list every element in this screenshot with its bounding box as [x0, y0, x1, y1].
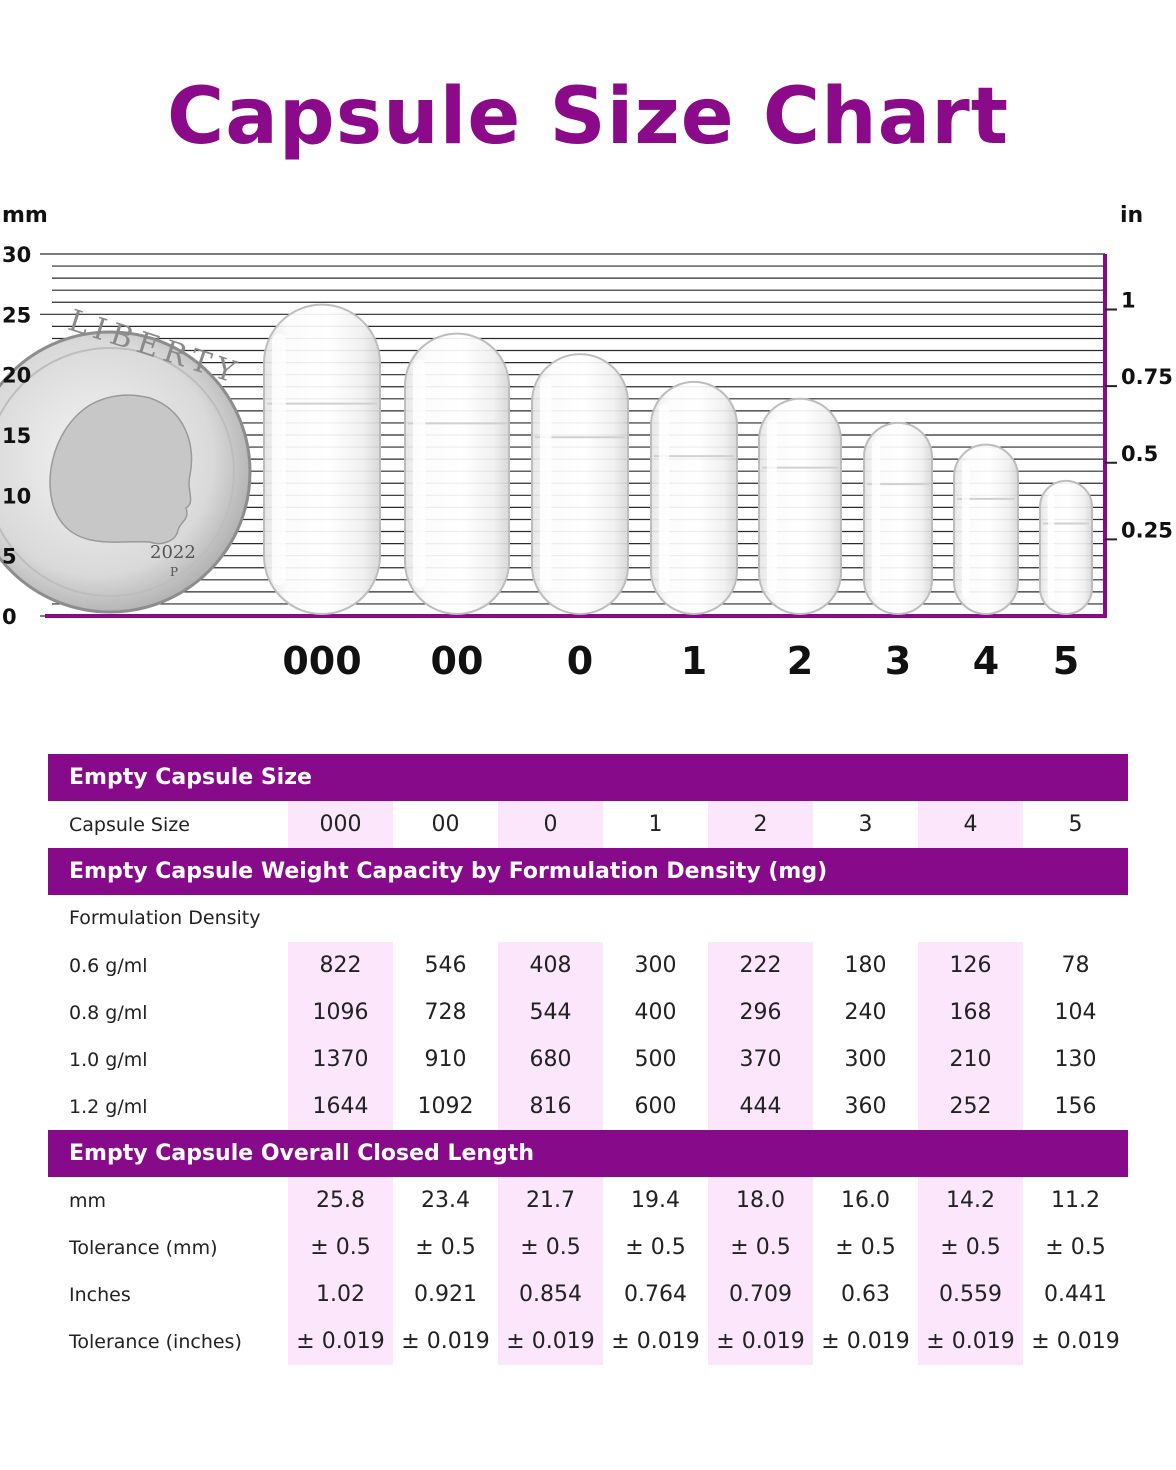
table-cell: 0.559	[918, 1271, 1023, 1318]
table-cell: 210	[918, 1036, 1023, 1083]
table-cell: ± 0.5	[918, 1224, 1023, 1271]
table-cell: 222	[708, 942, 813, 989]
row-label: Tolerance (inches)	[69, 1330, 242, 1353]
table-cell: 500	[634, 1047, 677, 1072]
capsule-size-labels	[282, 639, 1079, 683]
table-cell: 18.0	[708, 1177, 813, 1224]
coin-mint: P	[170, 565, 179, 579]
capsule-highlight	[659, 403, 669, 592]
table-cell: 0.709	[708, 1271, 813, 1318]
capsule-size-label: 1	[680, 639, 708, 683]
left-tick-label: 15	[2, 424, 32, 448]
table-cell: 300	[634, 953, 677, 978]
capsule-bar	[954, 445, 1018, 614]
coin-year: 2022	[150, 542, 196, 563]
right-tick-label: 1	[1121, 288, 1136, 313]
table-cell: ± 0.5	[835, 1235, 896, 1260]
row-label: 1.0 g/ml	[69, 1048, 148, 1071]
table-cell: 600	[634, 1094, 677, 1119]
capsule-bar	[651, 382, 737, 614]
capsule-highlight	[272, 334, 286, 585]
table-cell: ± 0.019	[498, 1318, 603, 1365]
table-cell: 4	[918, 801, 1023, 848]
table-cell: ± 0.019	[401, 1329, 490, 1354]
table-row	[48, 1036, 1128, 1083]
left-tick-label: 20	[2, 363, 32, 388]
capsule-size-label: 4	[972, 639, 1000, 683]
row-label: Capsule Size	[69, 813, 190, 836]
table-cell: ± 0.019	[1031, 1329, 1120, 1354]
table-cell: 544	[498, 989, 603, 1036]
row-label: 0.6 g/ml	[69, 954, 148, 977]
left-tick-label: 0	[2, 605, 17, 629]
row-label: Inches	[69, 1283, 131, 1306]
table-cell: ± 0.5	[625, 1235, 686, 1260]
table-cell: 822	[288, 942, 393, 989]
section-header-weight: Empty Capsule Weight Capacity by Formulation Density (mg)	[48, 848, 1128, 895]
capsule-bar	[864, 423, 932, 614]
table-cell: 0.764	[624, 1282, 687, 1307]
table-cell: 408	[498, 942, 603, 989]
table-cell: 168	[918, 989, 1023, 1036]
table-cell: 78	[1061, 953, 1090, 978]
table-cell: 240	[844, 1000, 887, 1025]
left-tick-label: 25	[2, 303, 32, 328]
table-cell: 0.921	[414, 1282, 477, 1307]
table-row	[48, 1083, 1128, 1130]
capsule-highlight	[1048, 494, 1054, 601]
table-cell: 728	[424, 1000, 467, 1025]
capsule-size-label: 00	[430, 639, 484, 683]
table-cell: 1	[648, 812, 663, 837]
table-cell: 360	[844, 1094, 887, 1119]
table-row	[48, 801, 1128, 848]
table-cell: ± 0.019	[918, 1318, 1023, 1365]
row-label: 0.8 g/ml	[69, 1001, 148, 1024]
table-cell: 1092	[417, 1094, 474, 1119]
table-cell: 816	[498, 1083, 603, 1130]
table-cell: ± 0.5	[498, 1224, 603, 1271]
right-tick-label: 0.5	[1121, 441, 1159, 466]
table-cell: 400	[634, 1000, 677, 1025]
table-cell: 00	[431, 812, 460, 837]
table-cell: ± 0.019	[708, 1318, 813, 1365]
table-cell: 21.7	[498, 1177, 603, 1224]
table-cell: 0	[498, 801, 603, 848]
table-cell: 546	[424, 953, 467, 978]
density-subheading: Formulation Density	[69, 907, 261, 929]
capsule-bar	[759, 399, 841, 614]
table-cell: 1370	[288, 1036, 393, 1083]
section-header-length: Empty Capsule Overall Closed Length	[48, 1130, 1128, 1177]
capsule-bar	[1040, 481, 1092, 614]
table-cell: 23.4	[421, 1188, 470, 1213]
table-cell: ± 0.019	[611, 1329, 700, 1354]
table-row	[48, 942, 1128, 989]
table-cell: 444	[708, 1083, 813, 1130]
row-label: mm	[69, 1189, 107, 1212]
row-label: 1.2 g/ml	[69, 1095, 148, 1118]
table-cell: ± 0.019	[288, 1318, 393, 1365]
table-cell: 104	[1054, 1000, 1097, 1025]
table-cell: 252	[918, 1083, 1023, 1130]
table-cell: 126	[918, 942, 1023, 989]
coin-legend: LIBERTY	[64, 303, 246, 392]
left-tick-label: 5	[2, 544, 17, 569]
table-cell: 1644	[288, 1083, 393, 1130]
left-tick-label: 30	[2, 243, 32, 267]
table-cell: 5	[1068, 812, 1083, 837]
page-title: Capsule Size Chart	[167, 72, 1009, 162]
table-cell: 0.63	[841, 1282, 890, 1307]
table-cell: 0.854	[498, 1271, 603, 1318]
capsule-highlight	[540, 378, 552, 590]
table-cell: ± 0.5	[708, 1224, 813, 1271]
capsule-highlight	[413, 360, 425, 588]
section-header-size: Empty Capsule Size	[48, 754, 1128, 801]
right-tick-label: 0.25	[1121, 518, 1173, 543]
right-tick-label: 0.75	[1121, 365, 1173, 390]
table-row	[48, 1318, 1128, 1365]
table-cell: ± 0.5	[288, 1224, 393, 1271]
table-cell: 1096	[288, 989, 393, 1036]
table-cell: 000	[288, 801, 393, 848]
table-cell: 910	[424, 1047, 467, 1072]
table-cell: 1.02	[288, 1271, 393, 1318]
table-cell: 19.4	[631, 1188, 680, 1213]
capsule-highlight	[767, 419, 777, 593]
capsule-data-table	[48, 754, 1128, 1365]
table-row	[48, 989, 1128, 1036]
quarter-coin	[0, 303, 250, 612]
capsule-bar	[264, 305, 380, 614]
table-cell: ± 0.5	[415, 1235, 476, 1260]
table-row	[48, 1271, 1128, 1318]
table-cell: 680	[498, 1036, 603, 1083]
table-cell: 300	[844, 1047, 887, 1072]
table-cell: 3	[858, 812, 873, 837]
capsule-bar	[405, 334, 509, 614]
left-axis-unit: mm	[2, 203, 48, 228]
table-cell: 14.2	[918, 1177, 1023, 1224]
capsule-size-label: 2	[786, 639, 814, 683]
table-cell: 370	[708, 1036, 813, 1083]
capsule-size-label: 5	[1052, 639, 1080, 683]
capsule-size-label: 000	[282, 639, 362, 683]
capsule-size-chart	[0, 190, 1176, 690]
table-cell: 296	[708, 989, 813, 1036]
row-label: Tolerance (mm)	[69, 1236, 218, 1259]
table-cell: 11.2	[1051, 1188, 1100, 1213]
table-cell: 180	[844, 953, 887, 978]
table-cell: 2	[708, 801, 813, 848]
table-cell: 130	[1054, 1047, 1097, 1072]
right-axis-unit: in	[1120, 203, 1144, 228]
table-cell: 156	[1054, 1094, 1097, 1119]
table-cell: 0.441	[1044, 1282, 1107, 1307]
capsule-highlight	[962, 461, 970, 598]
table-row	[48, 1224, 1128, 1271]
table-cell: 16.0	[841, 1188, 890, 1213]
table-cell: ± 0.5	[1045, 1235, 1106, 1260]
table-cell: 25.8	[288, 1177, 393, 1224]
table-cell: ± 0.019	[821, 1329, 910, 1354]
capsule-highlight	[872, 440, 880, 597]
capsule-body	[1040, 481, 1092, 614]
capsule-size-label: 0	[566, 639, 594, 683]
left-tick-label: 10	[2, 484, 32, 509]
capsule-size-label: 3	[884, 639, 912, 683]
capsule-bar	[532, 354, 628, 614]
right-axis-ticks	[1105, 289, 1173, 543]
table-row	[48, 1177, 1128, 1224]
